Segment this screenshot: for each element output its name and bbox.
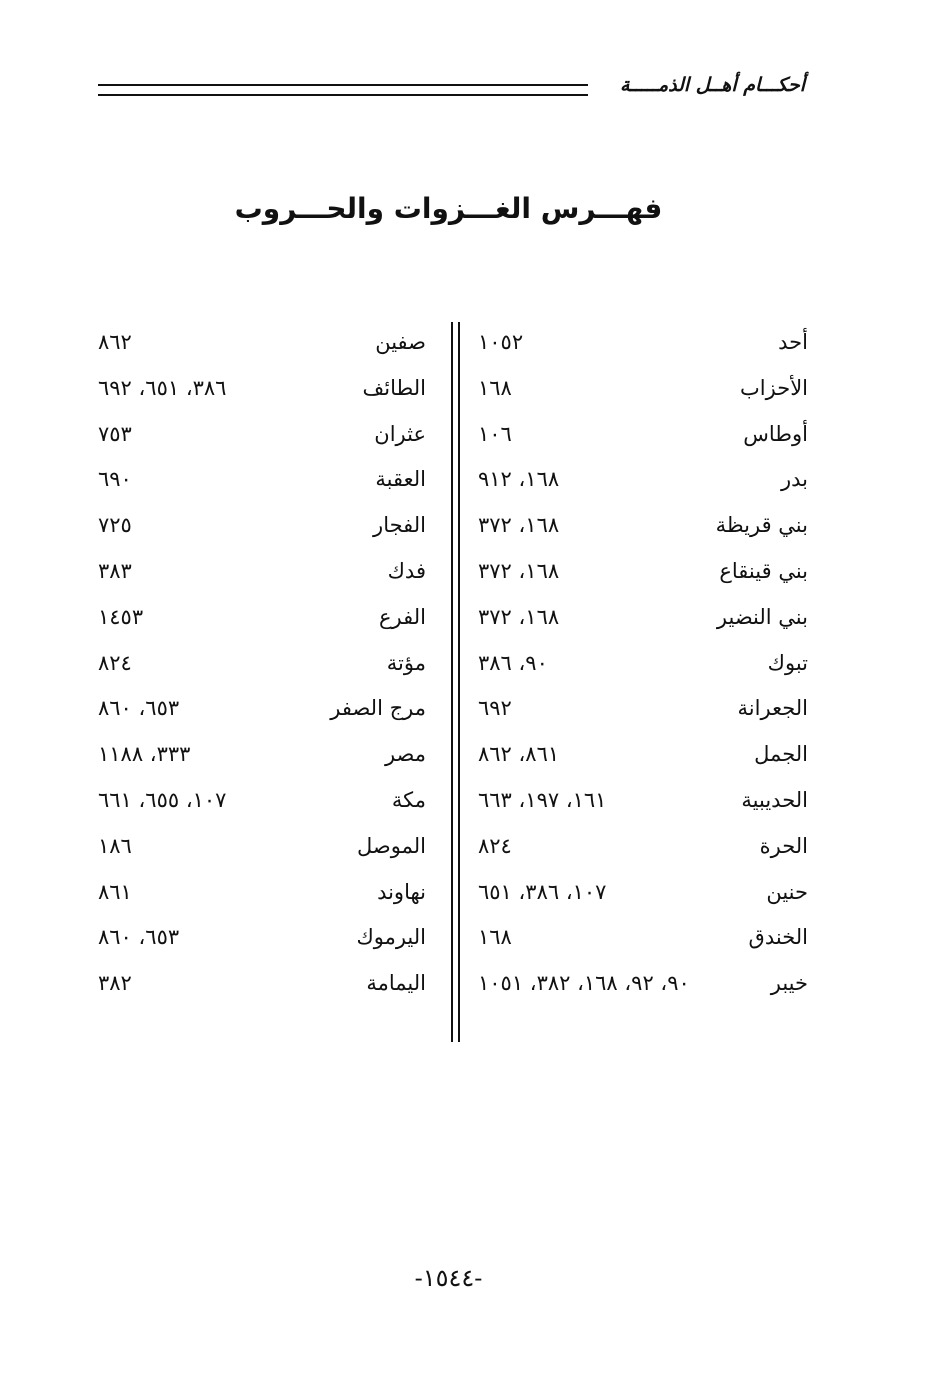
entry-pages: ١٠٧، ٣٨٦، ٦٥١	[478, 879, 607, 904]
index-entry	[478, 503, 808, 549]
entry-pages: ٣٨٢	[98, 971, 132, 996]
index-entry	[98, 870, 426, 916]
entry-pages: ١٦٨، ٣٧٢	[478, 604, 560, 629]
index-entry	[98, 915, 426, 961]
entry-pages: ٧٥٣	[98, 421, 132, 446]
entry-name: حنين	[766, 879, 808, 904]
entry-pages: ٨٦٢	[98, 330, 132, 354]
entry-name: مصر	[384, 742, 426, 767]
entry-name: اليمامة	[366, 971, 426, 996]
entry-name: الخندق	[748, 925, 808, 950]
entry-name: مكة	[391, 787, 426, 812]
column-divider	[451, 322, 460, 1042]
index-entry	[478, 778, 808, 824]
entry-name: صفين	[375, 330, 426, 354]
entry-name: خيبر	[770, 971, 808, 996]
entry-pages: ٨٢٤	[478, 833, 512, 858]
index-entry	[98, 503, 426, 549]
entry-name: الحرة	[759, 833, 808, 858]
index-entry	[478, 595, 808, 641]
index-entry	[98, 549, 426, 595]
header-double-rule	[98, 84, 588, 96]
entry-name: الجعرانة	[737, 696, 808, 721]
entry-pages: ٣٣٣، ١١٨٨	[98, 742, 191, 767]
entry-name: الجمل	[754, 742, 808, 767]
index-entry	[98, 961, 426, 1007]
index-entry	[478, 915, 808, 961]
index-column-right	[478, 320, 808, 1007]
index-entry	[478, 457, 808, 503]
entry-pages: ٦٩٢	[478, 696, 512, 721]
entry-pages: ٩٠، ٣٨٦	[478, 650, 548, 675]
entry-pages: ٣٨٦، ٦٥١، ٦٩٢	[98, 375, 227, 400]
entry-pages: ١٤٥٣	[98, 604, 144, 629]
entry-name: اليرموك	[356, 925, 426, 950]
entry-pages: ١٠٥٢	[478, 330, 524, 354]
index-entry	[98, 824, 426, 870]
entry-pages: ١٠٦	[478, 421, 512, 446]
entry-name: بدر	[780, 467, 808, 492]
index-entry	[478, 870, 808, 916]
index-entry	[98, 457, 426, 503]
entry-name: مرج الصفر	[330, 696, 426, 721]
entry-pages: ١٨٦	[98, 833, 132, 858]
index-entry	[478, 686, 808, 732]
entry-name: نهاوند	[377, 879, 426, 904]
index-entry	[478, 961, 808, 1007]
page-number: -١٥٤٤-	[414, 1264, 483, 1292]
index-entry	[478, 824, 808, 870]
entry-name: الحديبية	[741, 787, 808, 812]
entry-name: الفرع	[379, 604, 426, 629]
running-header-title: أحكـــام أهــل الذمـــــة	[619, 74, 805, 96]
entry-name: الأحزاب	[740, 375, 808, 400]
entry-name: الفجار	[373, 513, 426, 538]
entry-name: الطائف	[362, 375, 426, 400]
index-entry	[98, 366, 426, 412]
entry-name: أحد	[778, 330, 808, 354]
entry-pages: ١٦٨	[478, 375, 512, 400]
entry-name: بني قريظة	[715, 513, 808, 538]
entry-name: فدك	[387, 558, 426, 583]
index-entry	[478, 641, 808, 687]
entry-pages: ٦٥٣، ٨٦٠	[98, 925, 180, 950]
entry-name: بني النضير	[716, 604, 808, 629]
entry-name: أوطاس	[743, 421, 808, 446]
entry-name: بني قينقاع	[719, 558, 808, 583]
entry-pages: ١٦٨، ٣٧٢	[478, 513, 560, 538]
index-entry	[478, 549, 808, 595]
entry-pages: ١٦٨، ٣٧٢	[478, 558, 560, 583]
index-entry	[478, 320, 808, 366]
index-column-left	[98, 320, 426, 1007]
entry-pages: ١٦٨، ٩١٢	[478, 467, 560, 492]
entry-pages: ٦٩٠	[98, 467, 132, 492]
entry-name: عثران	[374, 421, 426, 446]
entry-pages: ٩٠، ٩٢، ١٦٨، ٣٨٢، ١٠٥١	[478, 971, 690, 996]
entry-pages: ٨٦١	[98, 879, 132, 904]
entry-name: مؤتة	[386, 650, 426, 675]
index-entry	[98, 320, 426, 366]
index-entry	[478, 412, 808, 458]
entry-pages: ٨٢٤	[98, 650, 132, 675]
entry-pages: ٧٢٥	[98, 513, 132, 538]
index-entry	[98, 595, 426, 641]
index-entry	[98, 778, 426, 824]
index-entry	[478, 366, 808, 412]
entry-pages: ٨٦١، ٨٦٢	[478, 742, 560, 767]
entry-pages: ١٦٨	[478, 925, 512, 950]
entry-name: تبوك	[767, 650, 808, 675]
index-entry	[98, 412, 426, 458]
entry-pages: ١٠٧، ٦٥٥، ٦٦١	[98, 787, 227, 812]
entry-pages: ٦٥٣، ٨٦٠	[98, 696, 180, 721]
index-entry	[98, 641, 426, 687]
entry-name: العقبة	[375, 467, 426, 492]
entry-pages: ٣٨٣	[98, 558, 132, 583]
index-entry	[98, 732, 426, 778]
page-title: فهـــرس الغـــزوات والحـــروب	[234, 192, 663, 225]
entry-name: الموصل	[357, 833, 426, 858]
entry-pages: ١٦١، ١٩٧، ٦٦٣	[478, 787, 607, 812]
index-entry	[98, 686, 426, 732]
index-entry	[478, 732, 808, 778]
